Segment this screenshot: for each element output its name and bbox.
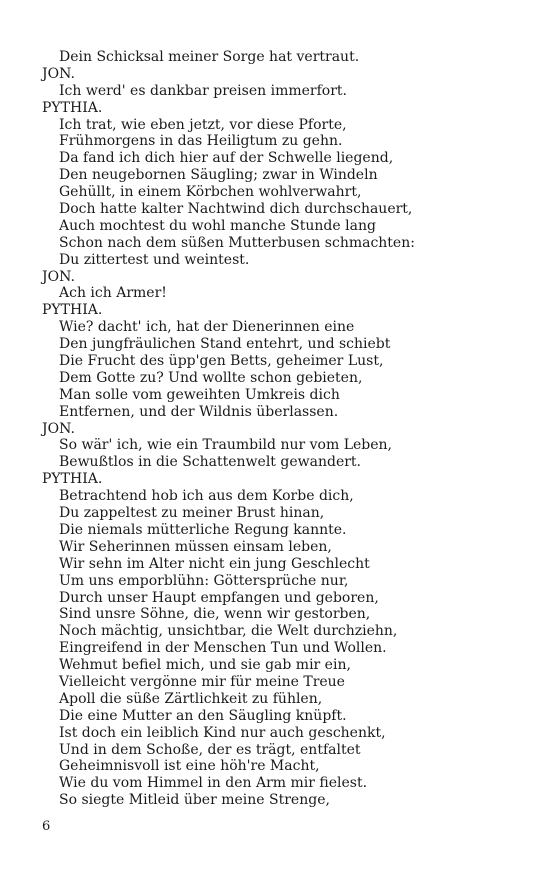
verse-line: Doch hatte kalter Nachtwind dich durchschauert, [59,201,413,218]
verse-line: Noch mächtig, unsichtbar, die Welt durchziehn, [59,623,398,640]
dialogue-text [42,49,512,809]
verse-line: Auch mochtest du wohl manche Stunde lang [59,217,376,234]
speaker-name: PYTHIA. [42,471,103,488]
speaker-name: JON. [42,268,75,285]
verse-line: Schon nach dem süßen Mutterbusen schmachten: [59,234,415,251]
verse-line: Apoll die süße Zärtlichkeit zu fühlen, [59,690,323,707]
verse-line: Die niemals mütterliche Regung kannte. [59,521,347,538]
verse-line: Frühmorgens in das Heiligtum zu gehn. [59,133,343,150]
verse-line: Wehmut befiel mich, und sie gab mir ein, [59,657,351,674]
verse-line: Gehüllt, in einem Körbchen wohlverwahrt, [59,184,362,201]
speaker-name: JON. [42,65,75,82]
verse-line: Man solle vom geweihten Umkreis dich [59,386,340,403]
verse-line: Dem Gotte zu? Und wollte schon gebieten, [59,369,363,386]
verse-line: Den jungfräulichen Stand entehrt, und schiebt [59,336,391,353]
verse-line: Bewußtlos in die Schattenwelt gewandert. [59,454,361,471]
verse-line: Betrachtend hob ich aus dem Korbe dich, [59,488,354,505]
verse-line: Und in dem Schoße, der es trägt, entfaltet [59,741,361,758]
verse-line: Ist doch ein leiblich Kind nur auch geschenkt, [59,724,386,741]
verse-line: Ich werd' es dankbar preisen immerfort. [59,82,347,99]
verse-line: Du zittertest und weintest. [59,251,250,268]
verse-line: Wir Seherinnen müssen einsam leben, [59,538,332,555]
verse-line: Da fand ich dich hier auf der Schwelle liegend, [59,150,394,167]
verse-line: Durch unser Haupt empfangen und geboren, [59,589,379,606]
verse-line: Sind unsre Söhne, die, wenn wir gestorben, [59,606,371,623]
verse-line: So wär' ich, wie ein Traumbild nur vom Leben, [59,437,392,454]
verse-line: Wie? dacht' ich, hat der Dienerinnen eine [59,319,355,336]
verse-line: Wir sehn im Alter nicht ein jung Geschlecht [59,555,370,572]
verse-line: Vielleicht vergönne mir für meine Treue [59,673,345,690]
verse-line: Entfernen, und der Wildnis überlassen. [59,403,339,420]
verse-line: Geheimnisvoll ist eine höh're Macht, [59,758,320,775]
speaker-name: JON. [42,420,75,437]
page-number: 6 [42,819,51,834]
verse-line: Eingreifend in der Menschen Tun und Wollen. [59,640,387,657]
verse-line: Die Frucht des üpp'gen Betts, geheimer Lust, [59,353,384,370]
verse-line: Den neugebornen Säugling; zwar in Windeln [59,167,378,184]
speaker-name: PYTHIA. [42,99,103,116]
verse-line: Ach ich Armer! [59,285,167,302]
verse-line: Ich trat, wie eben jetzt, vor diese Pforte, [59,116,347,133]
verse-line: Wie du vom Himmel in den Arm mir fielest. [59,775,368,792]
verse-line: Dein Schicksal meiner Sorge hat vertraut. [59,49,360,65]
speaker-name: PYTHIA. [42,302,103,319]
verse-line: Um uns emporblühn: Göttersprüche nur, [59,572,349,589]
verse-line: Die eine Mutter an den Säugling knüpft. [59,707,347,724]
verse-line: So siegte Mitleid über meine Strenge, [59,792,330,809]
verse-line: Du zappeltest zu meiner Brust hinan, [59,505,325,522]
